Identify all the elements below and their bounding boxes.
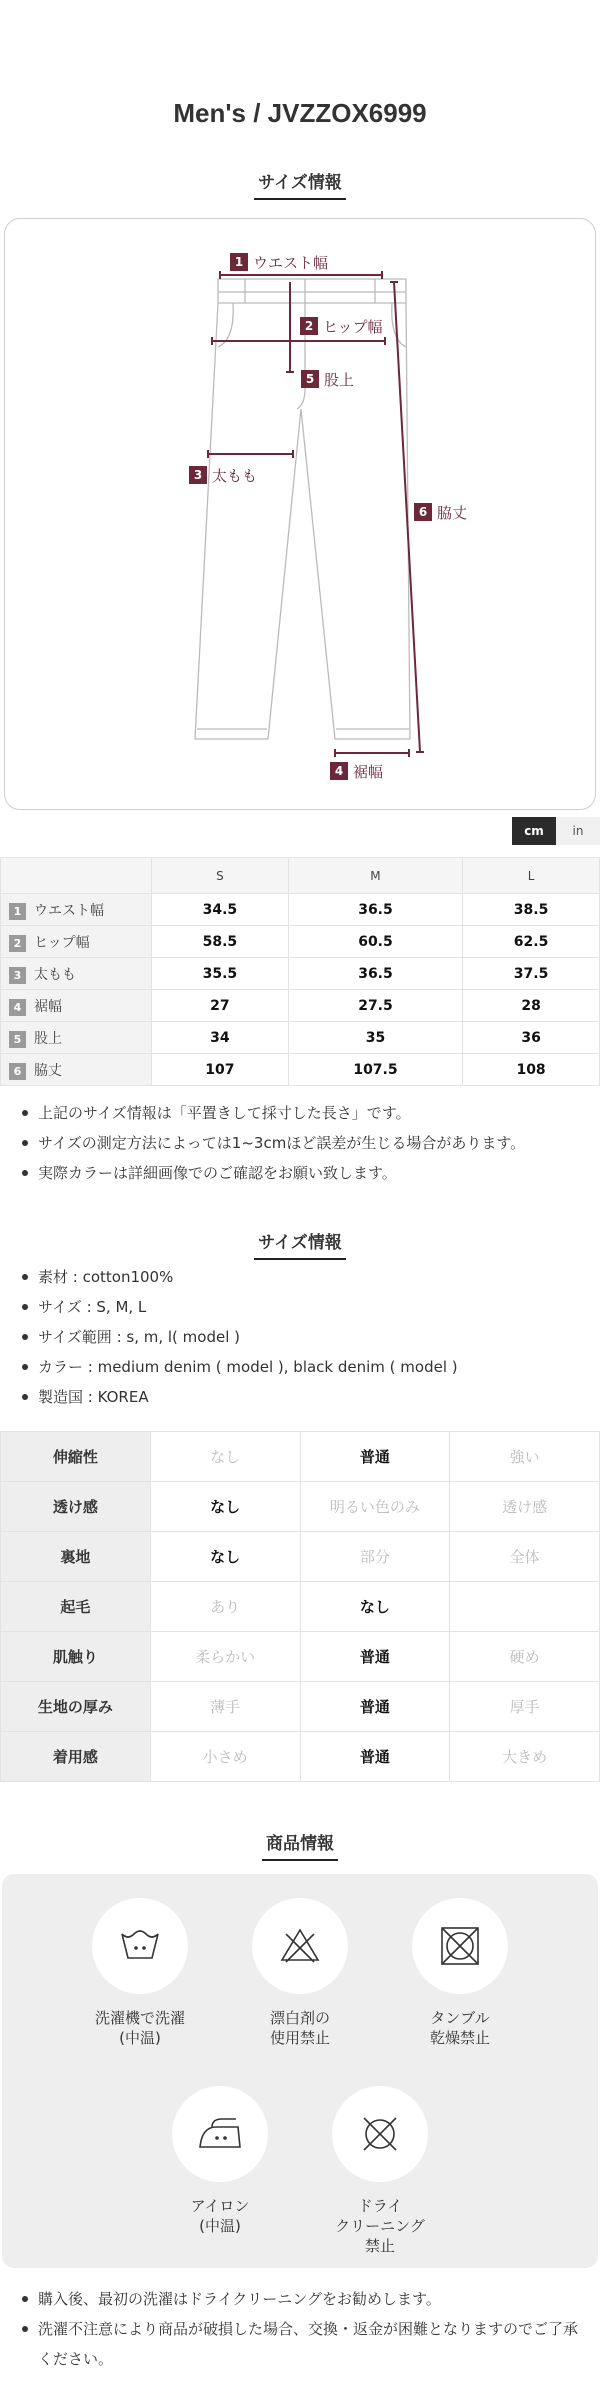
feature-option: 硬め xyxy=(450,1632,600,1682)
list-item: 購入後、最初の洗濯はドライクリーニングをお勧めします。 xyxy=(20,2284,590,2314)
care-icon-circle xyxy=(92,1898,188,1994)
feature-option-selected: 普通 xyxy=(300,1682,450,1732)
size-col-l: L xyxy=(463,858,600,894)
table-row xyxy=(1,926,600,958)
table-cell: 35 xyxy=(288,1022,462,1054)
info-section-heading xyxy=(0,1228,600,1260)
feature-option: 透け感 xyxy=(450,1482,600,1532)
feature-name: 伸縮性 xyxy=(1,1432,151,1482)
list-item: サイズ : S, M, L xyxy=(20,1292,590,1322)
care-item-no-tumble-dry xyxy=(375,1898,545,2048)
product-title: Men's / JVZZOX6999 xyxy=(173,98,427,128)
table-row xyxy=(1,1432,600,1482)
feature-option-selected: なし xyxy=(150,1482,300,1532)
table-row xyxy=(1,1582,600,1632)
table-row xyxy=(1,1682,600,1732)
care-instructions-panel xyxy=(2,1874,598,2268)
row-label: 1 ウエスト幅 xyxy=(1,894,152,926)
feature-name: 肌触り xyxy=(1,1632,151,1682)
table-row xyxy=(1,990,600,1022)
table-cell: 107.5 xyxy=(288,1054,462,1086)
iron-medium-icon xyxy=(196,2115,244,2153)
pants-outline-illustration xyxy=(5,219,597,811)
table-row xyxy=(1,1482,600,1532)
info-list xyxy=(20,1262,590,1412)
list-item: 上記のサイズ情報は「平置きして採寸した長さ」です。 xyxy=(20,1098,590,1128)
feature-option: あり xyxy=(150,1582,300,1632)
care-label: 漂白剤の 使用禁止 xyxy=(269,2009,330,2047)
row-label: 2 ヒップ幅 xyxy=(1,926,152,958)
feature-option: 薄手 xyxy=(150,1682,300,1732)
care-label: 洗濯機で洗濯 (中温) xyxy=(94,2009,185,2047)
table-cell: 27 xyxy=(152,990,289,1022)
care-heading-text: 商品情報 xyxy=(262,1829,338,1861)
table-cell: 108 xyxy=(463,1054,600,1086)
care-label: タンブル 乾燥禁止 xyxy=(429,2009,490,2047)
care-item-wash xyxy=(55,1898,225,2048)
feature-option: 全体 xyxy=(450,1532,600,1582)
table-cell: 36.5 xyxy=(288,958,462,990)
table-row xyxy=(1,1732,600,1782)
list-item: 洗濯不注意により商品が破損した場合、交換・返金が困難となりますのでご了承ください。 xyxy=(20,2314,590,2374)
size-table-header-row xyxy=(1,858,600,894)
care-item-no-dry-clean xyxy=(295,2086,465,2256)
list-item: サイズ範囲 : s, m, l( model ) xyxy=(20,1322,590,1352)
measure-label-rise: 5 股上 xyxy=(301,369,354,389)
feature-option-selected: 普通 xyxy=(300,1632,450,1682)
size-col-s: S xyxy=(152,858,289,894)
feature-option-selected: 普通 xyxy=(300,1432,450,1482)
table-row xyxy=(1,894,600,926)
care-section-heading xyxy=(0,1829,600,1861)
list-item: 製造国 : KOREA xyxy=(20,1382,590,1412)
table-cell: 62.5 xyxy=(463,926,600,958)
row-label: 6 脇丈 xyxy=(1,1054,152,1086)
feature-option: 大きめ xyxy=(450,1732,600,1782)
table-cell: 36 xyxy=(463,1022,600,1054)
table-cell: 28 xyxy=(463,990,600,1022)
care-item-no-bleach xyxy=(215,1898,385,2048)
table-cell: 34.5 xyxy=(152,894,289,926)
feature-name: 着用感 xyxy=(1,1732,151,1782)
table-cell: 37.5 xyxy=(463,958,600,990)
care-label: アイロン (中温) xyxy=(190,2197,250,2235)
feature-option: 厚手 xyxy=(450,1682,600,1732)
feature-name: 透け感 xyxy=(1,1482,151,1532)
care-icon-circle xyxy=(172,2086,268,2182)
feature-option-selected: なし xyxy=(300,1582,450,1632)
table-row xyxy=(1,958,600,990)
feature-option-selected: なし xyxy=(150,1532,300,1582)
feature-option: 明るい色のみ xyxy=(300,1482,450,1532)
care-label: ドライ クリーニング 禁止 xyxy=(335,2197,425,2255)
feature-option: 柔らかい xyxy=(150,1632,300,1682)
feature-option: 部分 xyxy=(300,1532,450,1582)
feature-name: 起毛 xyxy=(1,1582,151,1632)
size-table-corner xyxy=(1,858,152,894)
size-heading-text: サイズ情報 xyxy=(254,168,346,200)
table-cell: 36.5 xyxy=(288,894,462,926)
list-item: サイズの測定方法によっては1~3cmほど誤差が生じる場合があります。 xyxy=(20,1128,590,1158)
unit-toggle xyxy=(512,817,600,845)
list-item: 素材 : cotton100% xyxy=(20,1262,590,1292)
size-col-m: M xyxy=(288,858,462,894)
size-section-heading xyxy=(0,168,600,200)
care-notes-list xyxy=(20,2284,590,2374)
list-item: 実際カラーは詳細画像でのご確認をお願い致します。 xyxy=(20,1158,590,1188)
table-cell: 34 xyxy=(152,1022,289,1054)
table-cell: 60.5 xyxy=(288,926,462,958)
feature-option: なし xyxy=(150,1432,300,1482)
row-label: 3 太もも xyxy=(1,958,152,990)
table-cell: 38.5 xyxy=(463,894,600,926)
list-item: カラー : medium denim ( model ), black denim ( model ) xyxy=(20,1352,590,1382)
table-cell: 27.5 xyxy=(288,990,462,1022)
feature-option: 小さめ xyxy=(150,1732,300,1782)
care-icon-circle xyxy=(412,1898,508,1994)
table-row xyxy=(1,1532,600,1582)
fabric-features-table xyxy=(0,1431,600,1782)
no-dry-clean-icon xyxy=(358,2112,402,2156)
pants-size-diagram xyxy=(4,218,596,810)
feature-name: 裏地 xyxy=(1,1532,151,1582)
table-cell: 35.5 xyxy=(152,958,289,990)
no-bleach-icon xyxy=(278,1926,322,1966)
table-row xyxy=(1,1022,600,1054)
care-icon-circle xyxy=(332,2086,428,2182)
table-row xyxy=(1,1632,600,1682)
measure-label-outseam: 6 脇丈 xyxy=(414,502,467,522)
row-label: 4 裾幅 xyxy=(1,990,152,1022)
table-cell: 58.5 xyxy=(152,926,289,958)
row-label: 5 股上 xyxy=(1,1022,152,1054)
size-table xyxy=(0,857,600,1086)
table-row xyxy=(1,1054,600,1086)
measure-label-hip: 2 ヒップ幅 xyxy=(300,316,383,336)
no-tumble-dry-icon xyxy=(438,1924,482,1968)
measure-label-waist: 1 ウエスト幅 xyxy=(230,252,328,272)
feature-option xyxy=(450,1582,600,1632)
care-item-iron xyxy=(135,2086,305,2236)
measure-label-hem: 4 裾幅 xyxy=(330,761,383,781)
unit-in-button[interactable]: in xyxy=(556,817,600,845)
feature-option: 強い xyxy=(450,1432,600,1482)
unit-cm-button[interactable]: cm xyxy=(512,817,556,845)
table-cell: 107 xyxy=(152,1054,289,1086)
size-notes-list xyxy=(20,1098,590,1188)
measure-label-thigh: 3 太もも xyxy=(189,465,257,485)
info-heading-text: サイズ情報 xyxy=(254,1228,346,1260)
care-icon-circle xyxy=(252,1898,348,1994)
feature-option-selected: 普通 xyxy=(300,1732,450,1782)
washing-machine-icon xyxy=(118,1926,162,1966)
feature-name: 生地の厚み xyxy=(1,1682,151,1732)
